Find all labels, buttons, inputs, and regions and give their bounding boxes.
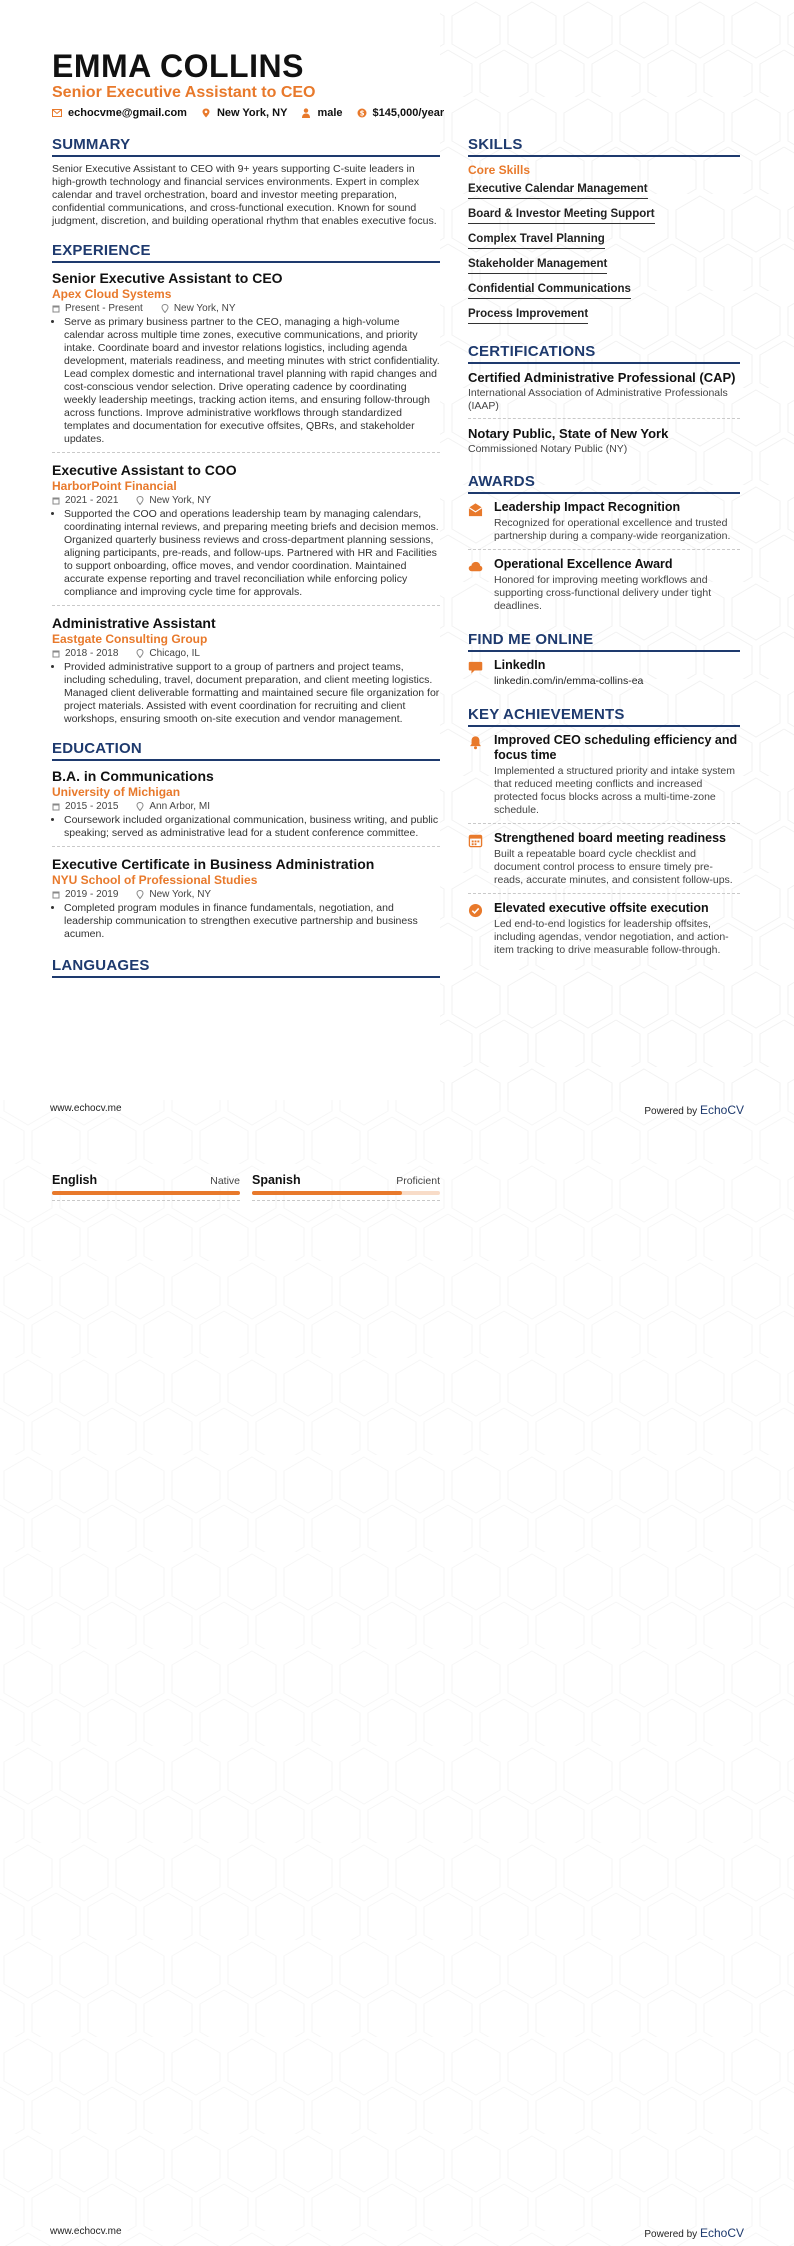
achievement-item: [468, 733, 740, 824]
contact-salary-text: $145,000/year: [372, 107, 445, 119]
award-title: Leadership Impact Recognition: [494, 500, 681, 514]
achievement-title: Elevated executive offsite execution: [494, 901, 709, 915]
award-description: Recognized for operational excellence and trusted partnership during a company-wide reorganization.: [494, 517, 731, 542]
job-title: Administrative Assistant: [52, 615, 216, 631]
achievements-section: [468, 706, 740, 963]
map-pin-icon: [136, 890, 144, 899]
powered-by-label: Powered by: [644, 2229, 698, 2240]
contact-bar: [52, 107, 444, 119]
certifications-section: [468, 343, 740, 461]
map-pin-icon: [136, 496, 144, 505]
online-profile-title: LinkedIn: [494, 658, 546, 672]
languages-section-heading: [52, 957, 440, 978]
language-name: English: [52, 1173, 98, 1187]
awards-section: [468, 473, 740, 619]
language-proficiency-bar: [52, 1191, 240, 1195]
award-title: Operational Excellence Award: [494, 557, 673, 571]
language-name: Spanish: [252, 1173, 301, 1187]
online-section: [468, 631, 740, 694]
skill-group-title: Core Skills: [468, 163, 531, 177]
degree-title: B.A. in Communications: [52, 768, 214, 784]
job-title: Senior Executive Assistant to CEO: [52, 270, 283, 286]
contact-location-text: New York, NY: [216, 107, 288, 119]
education-item: [52, 855, 440, 947]
contact-location: [201, 107, 288, 119]
education-dates: 2019 - 2019: [65, 889, 119, 900]
footer-powered: [644, 1103, 744, 1117]
languages-title: LANGUAGES: [52, 957, 440, 978]
education-meta: [52, 889, 440, 900]
map-pin-icon: [136, 802, 144, 811]
company-name: HarborPoint Financial: [52, 479, 177, 493]
online-item[interactable]: [468, 658, 740, 694]
achievement-description: Implemented a structured priority and intake system that reduced meeting conflicts and increased protected focus blocks across a multi-time-zone schedule.: [494, 765, 736, 816]
certification-issuer: Commissioned Notary Public (NY): [468, 443, 628, 455]
skill-item: Executive Calendar Management: [468, 181, 648, 199]
language-level: Native: [210, 1175, 240, 1187]
contact-gender-text: male: [317, 107, 343, 119]
calendar-icon: [52, 649, 60, 658]
skill-item: Process Improvement: [468, 306, 588, 324]
contact-email-text: echocvme@gmail.com: [68, 107, 187, 119]
job-location: Chicago, IL: [149, 648, 200, 659]
certification-title: Notary Public, State of New York: [468, 426, 669, 441]
experience-item: [52, 461, 440, 606]
education-description: • Completed program modules in finance fundamentals, negotiation, and leadership communication to strengthen executive partnership and business acumen.: [64, 902, 440, 941]
achievement-title: Strengthened board meeting readiness: [494, 831, 726, 845]
page-footer: [50, 1103, 744, 1117]
language-level: Proficient: [396, 1175, 440, 1187]
skill-item: Confidential Communications: [468, 281, 631, 299]
skills-title: SKILLS: [468, 136, 740, 157]
job-description: • Serve as primary business partner to the CEO, managing a high-volume calendar across multiple time zones, executive communications, and priority intake. Coordinate board and investor relations logistics, including agenda development, materials readiness, and meeting minutes with strict confidentiality. Lead complex domestic and international travel planning with rapid changes and cost-conscious vendor selection. Drive operating cadence by coordinating weekly leadership meetings, tracking action items, and ensuring follow-through across functions. Improve administrative workflows through standardized templates and documentation for executive offsites, QBRs, and stakeholder updates.: [64, 316, 440, 446]
achievement-description: Led end-to-end logistics for leadership offsites, including agendas, vendor negotiation, and action-item tracking to drive measurable follow-through.: [494, 918, 729, 956]
coin-icon: [357, 108, 367, 118]
map-pin-icon: [136, 649, 144, 658]
school-name: University of Michigan: [52, 785, 181, 799]
job-description: • Supported the COO and operations leadership team by managing calendars, coordinating internal reviews, and preparing meeting briefs and decision memos. Organized quarterly business reviews and cross-department planning sessions, aligning participants, pre-reads, and follow-ups. Partnered with HR and Facilities to support onboarding, office moves, and vendor coordination. Maintained accurate expense reporting and travel reconciliation while enforcing policy compliance and improving cycle time for approvals.: [64, 508, 440, 599]
language-proficiency-fill: [52, 1191, 240, 1195]
echocv-logo[interactable]: EchoCV: [699, 1103, 744, 1117]
skill-item: Board & Investor Meeting Support: [468, 206, 655, 224]
envelope-icon: [52, 108, 62, 118]
job-title: Executive Assistant to COO: [52, 462, 237, 478]
achievement-description: Built a repeatable board cycle checklist and document control process to ensure timely pre-reads, accurate minutes, and consistent follow-ups.: [494, 848, 733, 886]
calendar-icon: [52, 496, 60, 505]
education-location: New York, NY: [149, 889, 212, 900]
summary-text: Senior Executive Assistant to CEO with 9+ years supporting C-suite leaders in high-growth technology and financial services environments. Expert in complex calendar and travel orchestration, board and investor meeting preparation, confidential communications, and cross-functional execution. Known for sound judgment, discretion, and building operational rhythm that enables executive focus.: [52, 163, 437, 227]
summary-title: SUMMARY: [52, 136, 440, 157]
certification-issuer: International Association of Administrative Professionals (IAAP): [468, 387, 728, 412]
education-section: [52, 740, 440, 947]
awards-title: AWARDS: [468, 473, 740, 494]
footer-powered: [644, 2226, 744, 2240]
map-pin-icon: [161, 304, 169, 313]
certification-title: Certified Administrative Professional (CAP): [468, 370, 736, 385]
person-icon: [301, 108, 311, 118]
left-column: [52, 136, 440, 984]
cloud-icon: [468, 559, 483, 574]
company-name: Eastgate Consulting Group: [52, 632, 208, 646]
skills-section: [468, 136, 740, 329]
degree-title: Executive Certificate in Business Administration: [52, 856, 375, 872]
online-title: FIND ME ONLINE: [468, 631, 740, 652]
chat-icon: [468, 660, 483, 675]
certifications-title: CERTIFICATIONS: [468, 343, 740, 364]
achievement-item: [468, 901, 740, 963]
map-pin-icon: [201, 108, 211, 118]
job-meta: [52, 648, 440, 659]
job-location: New York, NY: [173, 303, 236, 314]
calendar-icon: [52, 890, 60, 899]
certification-item: [468, 370, 740, 419]
footer-site[interactable]: www.echocv.me: [50, 2226, 122, 2237]
company-name: Apex Cloud Systems: [52, 287, 172, 301]
award-item: [468, 557, 740, 619]
powered-by-label: Powered by: [644, 1106, 698, 1117]
job-meta: [52, 303, 440, 314]
achievement-title: Improved CEO scheduling efficiency and focus time: [494, 733, 738, 762]
education-location: Ann Arbor, MI: [149, 801, 210, 812]
award-item: [468, 500, 740, 550]
achievements-title: KEY ACHIEVEMENTS: [468, 706, 740, 727]
education-description: • Coursework included organizational communication, business writing, and public speaking; served as administrative lead for a student conference committee.: [64, 814, 440, 840]
job-description: • Provided administrative support to a group of partners and project teams, including scheduling, travel, document preparation, and client meeting logistics. Managed client deliverable formatting and maintained secure file organization for project materials. Assisted with event coordination for recruiting and client workshops, ensuring smooth on-site execution and vendor management.: [64, 661, 440, 726]
envelope-icon: [468, 502, 483, 517]
svg-text:$: $: [359, 109, 364, 118]
calendar-icon: [52, 304, 60, 313]
calendar-icon: [468, 833, 483, 848]
right-column: [468, 136, 740, 970]
contact-salary: [357, 107, 445, 119]
job-dates: Present - Present: [65, 303, 143, 314]
job-meta: [52, 495, 440, 506]
languages-list: [52, 1173, 440, 1201]
contact-email[interactable]: [52, 107, 187, 119]
certification-item: [468, 426, 740, 461]
award-description: Honored for improving meeting workflows and supporting cross-functional delivery under tight deadlines.: [494, 574, 712, 612]
skill-item: Stakeholder Management: [468, 256, 607, 274]
bell-icon: [468, 735, 483, 750]
online-profile-url[interactable]: linkedin.com/in/emma-collins-ea: [494, 675, 644, 687]
page-footer: [50, 2226, 744, 2240]
education-dates: 2015 - 2015: [65, 801, 119, 812]
check-circle-icon: [468, 903, 483, 918]
language-item: [52, 1173, 240, 1201]
echocv-logo[interactable]: EchoCV: [699, 2226, 744, 2240]
contact-gender: [301, 107, 342, 119]
education-title: EDUCATION: [52, 740, 440, 761]
experience-section: [52, 242, 440, 732]
experience-item: [52, 614, 440, 732]
achievement-item: [468, 831, 740, 894]
summary-section: [52, 136, 440, 228]
job-dates: 2018 - 2018: [65, 648, 119, 659]
school-name: NYU School of Professional Studies: [52, 873, 258, 887]
footer-site[interactable]: www.echocv.me: [50, 1103, 122, 1114]
experience-title: EXPERIENCE: [52, 242, 440, 263]
job-dates: 2021 - 2021: [65, 495, 119, 506]
language-item: [252, 1173, 440, 1201]
job-location: New York, NY: [149, 495, 212, 506]
candidate-role: Senior Executive Assistant to CEO: [52, 84, 316, 101]
language-proficiency-bar: [252, 1191, 440, 1195]
experience-item: [52, 269, 440, 453]
education-item: [52, 767, 440, 847]
skill-item: Complex Travel Planning: [468, 231, 605, 249]
language-proficiency-fill: [252, 1191, 402, 1195]
education-meta: [52, 801, 440, 812]
calendar-icon: [52, 802, 60, 811]
candidate-name: EMMA COLLINS: [52, 48, 304, 84]
